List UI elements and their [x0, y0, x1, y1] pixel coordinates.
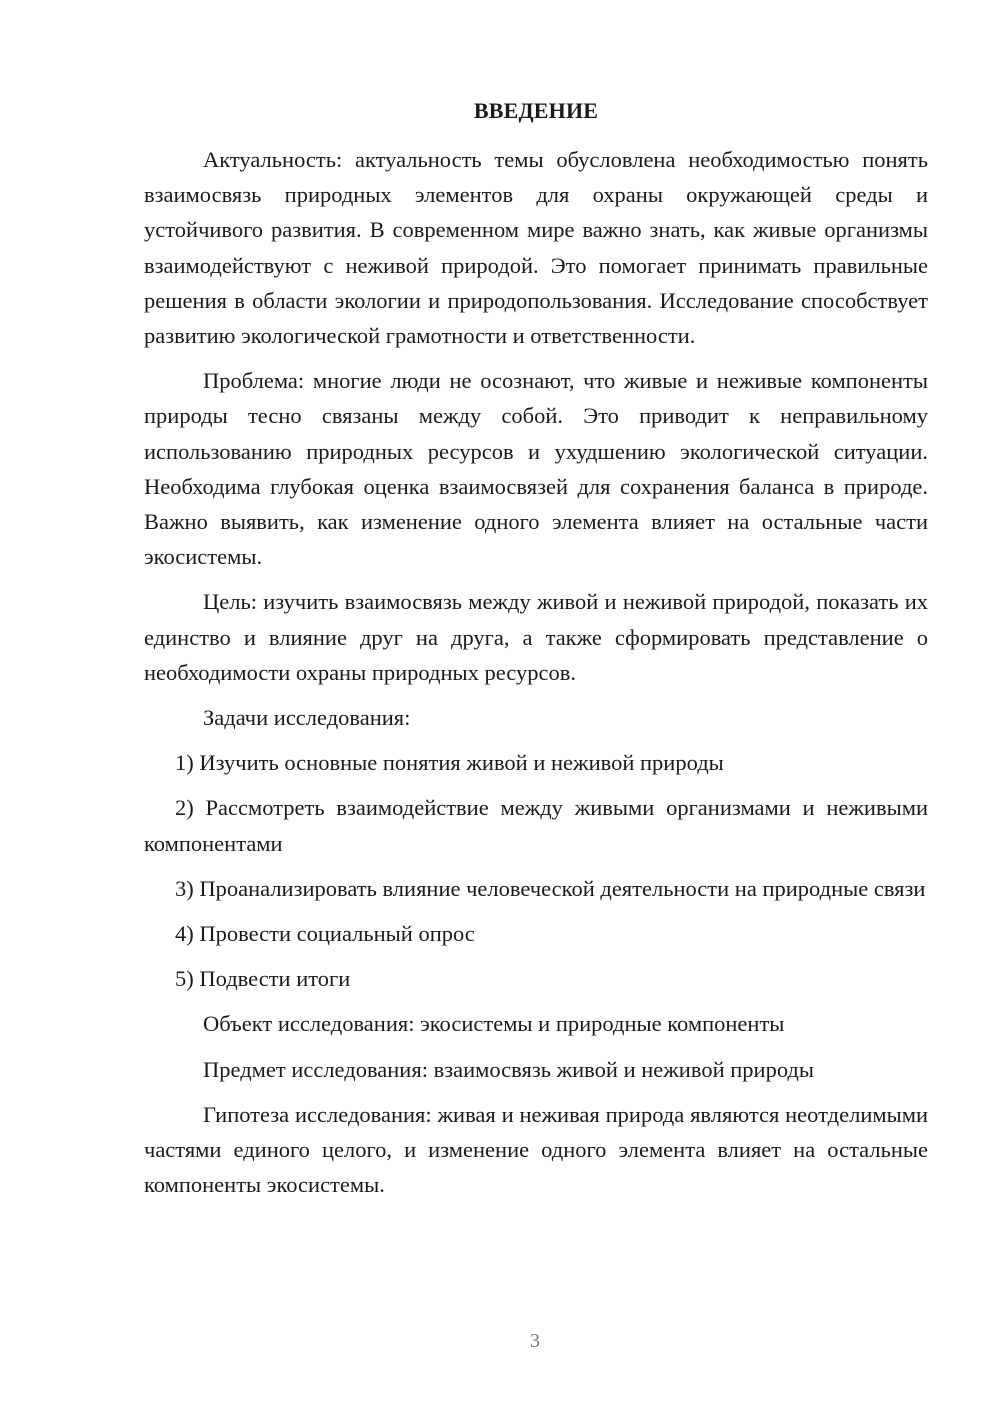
task-item-5: 5) Подвести итоги — [175, 966, 351, 992]
page-number: 3 — [530, 1330, 540, 1352]
page-title: ВВЕДЕНИЕ — [473, 98, 599, 123]
research-subject: Предмет исследования: взаимосвязь живой и неживой природы — [203, 1056, 814, 1082]
page-content — [144, 94, 928, 1202]
paragraph-problem: Проблема: многие люди не осознают, что живые и неживые компоненты природы тесно связаны между собой. Это приводит к неправильному использованию природных ресурсов и ухудшению экологической ситуации. Необходима глубокая оценка взаимосвязей для сохранения баланса в природе. Важно выявить, как изменение одного элемента влияет на остальные части экосистемы. — [144, 368, 928, 570]
paragraph-relevance: Актуальность: актуальность темы обусловлена необходимостью понять взаимосвязь природных элементов для охраны окружающей среды и устойчивого развития. В современном мире важно знать, как живые организмы взаимодействуют с неживой природой. Это помогает принимать правильные решения в области экологии и природопользования. Исследование способствует развитию экологической грамотности и ответственности. — [144, 147, 928, 349]
task-item-1: 1) Изучить основные понятия живой и неживой природы — [175, 750, 724, 776]
task-item-2: 2) Рассмотреть взаимодействие между живыми организмами и неживыми компонентами — [144, 795, 928, 856]
research-object: Объект исследования: экосистемы и природные компоненты — [203, 1011, 785, 1037]
task-item-4: 4) Провести социальный опрос — [175, 921, 475, 947]
paragraph-goal: Цель: изучить взаимосвязь между живой и неживой природой, показать их единство и влияние друг на друга, а также сформировать представление о необходимости охраны природных ресурсов. — [144, 589, 928, 685]
tasks-heading: Задачи исследования: — [203, 705, 411, 731]
task-item-3: 3) Проанализировать влияние человеческой деятельности на природные связи — [175, 875, 926, 901]
research-hypothesis: Гипотеза исследования: живая и неживая природа являются неотделимыми частями единого целого, и изменение одного элемента влияет на остальные компоненты экосистемы. — [144, 1101, 928, 1198]
